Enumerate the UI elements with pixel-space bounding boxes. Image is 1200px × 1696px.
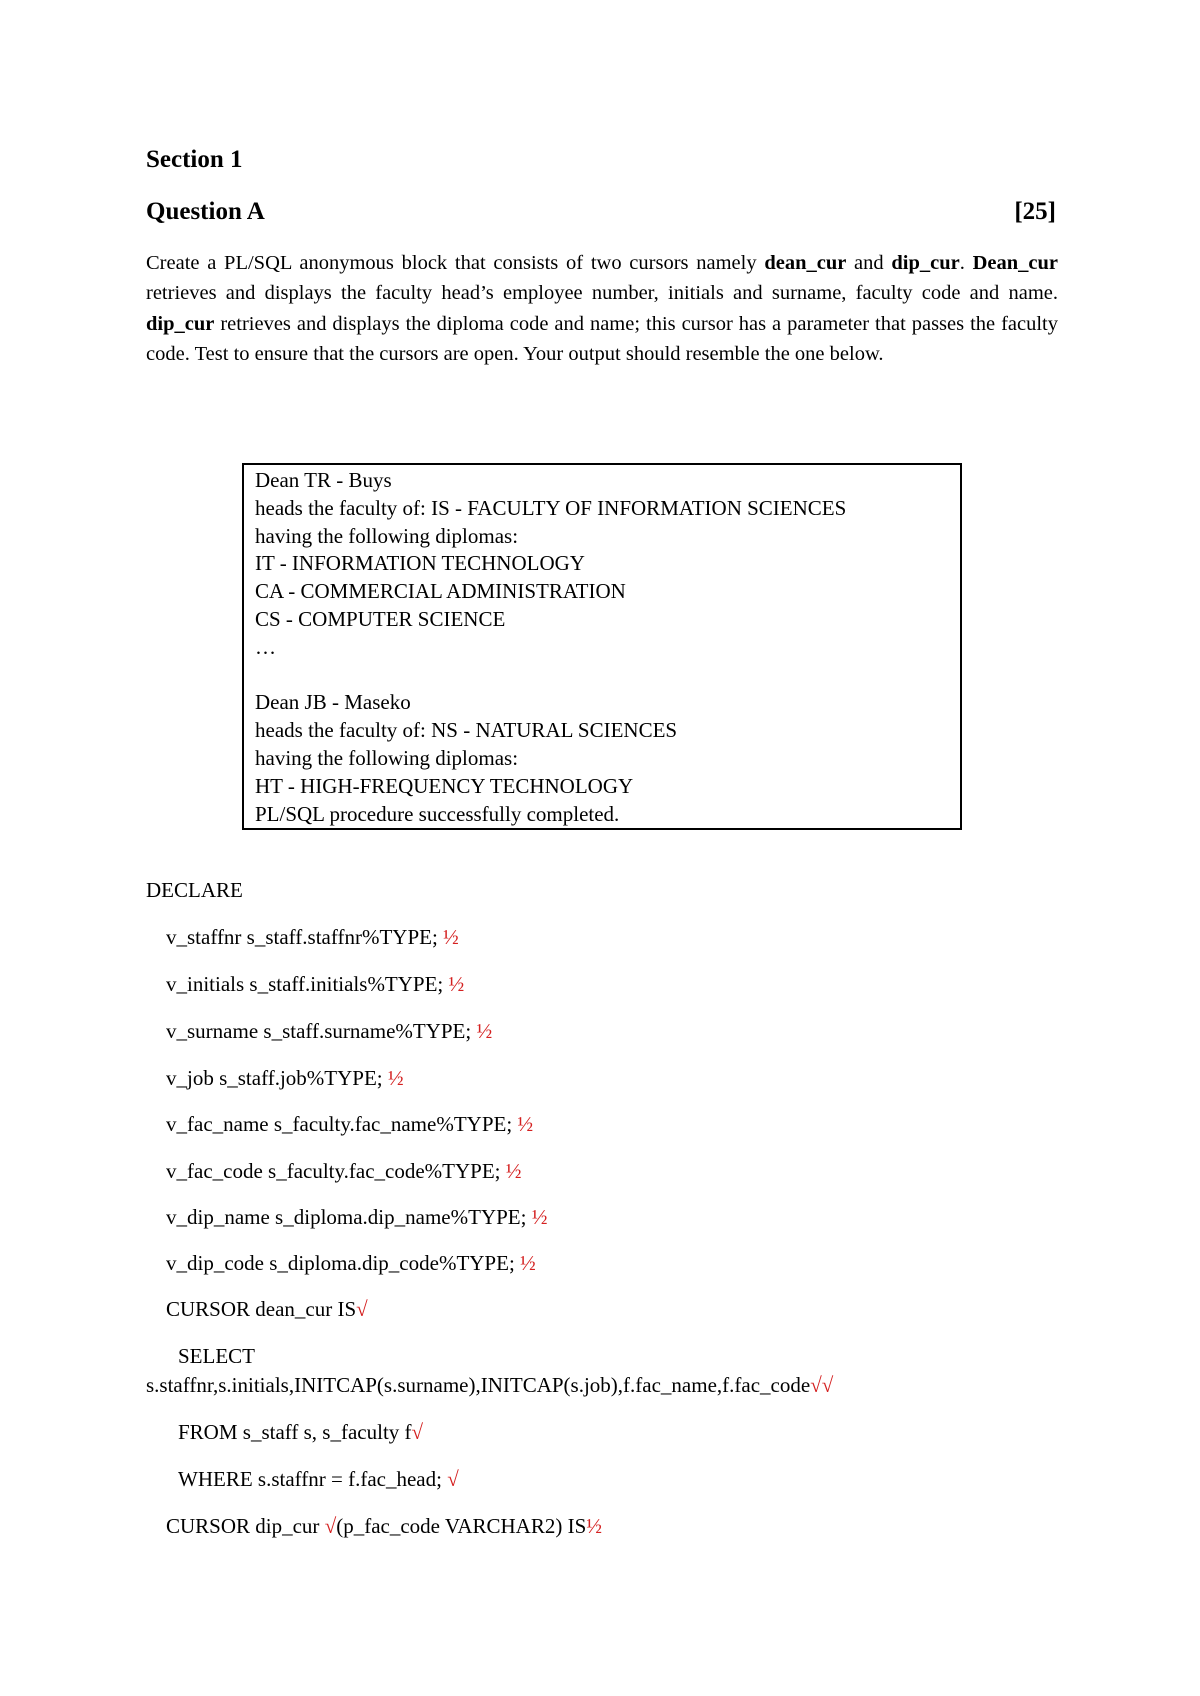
half-mark: ½ [448, 972, 465, 996]
output-line: … [255, 634, 276, 659]
code-text: (p_fac_code VARCHAR2) IS [336, 1514, 587, 1538]
output-line: having the following diplomas: [255, 523, 519, 548]
section-title: Section 1 [146, 146, 243, 173]
code-line-select-columns [146, 1373, 1146, 1398]
code-line-where [178, 1467, 1178, 1492]
code-line-v-dip-name [166, 1205, 1166, 1230]
expected-output-box [242, 463, 962, 830]
code-text: CURSOR dip_cur [166, 1514, 325, 1538]
output-line: Dean JB - Maseko [255, 690, 411, 715]
code-line-v-dip-code [166, 1251, 1166, 1276]
half-mark: ½ [531, 1205, 548, 1229]
code-line-select: SELECT [178, 1344, 255, 1368]
code-line-declare: DECLARE [146, 878, 243, 902]
half-mark: ½ [443, 925, 459, 949]
output-line: heads the faculty of: NS - NATURAL SCIENCES [255, 718, 678, 743]
tick-mark: √ [324, 1514, 337, 1538]
code-text: s.staffnr,s.initials,INITCAP(s.surname),INITCAP(s.job),f.fac_name,f.fac_code [146, 1373, 811, 1397]
code-text: v_fac_code s_faculty.fac_code%TYPE; [166, 1159, 506, 1183]
code-text: FROM s_staff s, s_faculty f [178, 1420, 412, 1444]
output-line: having the following diplomas: [255, 745, 519, 770]
output-line: PL/SQL procedure successfully completed. [255, 801, 620, 826]
tick-mark: √ [411, 1420, 424, 1444]
instr-text-4: retrieves and displays the diploma code and name; this cursor has a parameter that passes the faculty code. Test to ensure that the cursors are open. Your output should resemble the one below. [146, 312, 1058, 365]
half-mark: ½ [505, 1159, 522, 1183]
instr-text-3: retrieves and displays the faculty head’s employee number, initials and surname, faculty code and name. [146, 282, 1058, 305]
output-line: heads the faculty of: IS - FACULTY OF INFORMATION SCIENCES [255, 495, 847, 520]
tick-mark: √ [356, 1297, 368, 1321]
half-mark: ½ [586, 1514, 602, 1538]
question-heading [146, 198, 1056, 226]
code-line-cursor-dean [166, 1297, 1166, 1322]
output-line: Dean TR - Buys [255, 468, 392, 492]
instr-dip-cur-2: dip_cur [146, 312, 215, 335]
code-text: v_surname s_staff.surname%TYPE; [166, 1019, 477, 1043]
code-line-v-fac-name [166, 1112, 1166, 1137]
output-line: CS - COMPUTER SCIENCE [255, 606, 506, 631]
code-text: v_fac_name s_faculty.fac_name%TYPE; [166, 1112, 518, 1136]
code-text: v_dip_name s_diploma.dip_name%TYPE; [166, 1205, 532, 1229]
code-line-v-initials [166, 972, 1166, 997]
code-line-v-job [166, 1066, 1166, 1091]
instr-dean-cur: dean_cur [764, 252, 847, 274]
question-instructions [146, 248, 1058, 369]
code-line-v-fac-code [166, 1159, 1166, 1184]
code-text: v_dip_code s_diploma.dip_code%TYPE; [166, 1251, 521, 1275]
half-mark: ½ [520, 1251, 536, 1275]
code-line-v-surname [166, 1019, 1166, 1044]
question-marks: [25] [1014, 198, 1056, 225]
instr-text-1: Create a PL/SQL anonymous block that consists of two cursors namely [146, 252, 765, 274]
code-line-cursor-dip [166, 1514, 1166, 1539]
question-title: Question A [146, 198, 265, 225]
instr-and: and [846, 252, 892, 274]
instr-dip-cur: dip_cur [891, 252, 960, 274]
instr-dean-cur-cap: Dean_cur [972, 252, 1058, 274]
code-text: WHERE s.staffnr = f.fac_head; [178, 1467, 448, 1491]
code-text: v_initials s_staff.initials%TYPE; [166, 972, 449, 996]
double-tick-mark: √√ [810, 1373, 834, 1397]
code-text: v_job s_staff.job%TYPE; [166, 1066, 388, 1090]
half-mark: ½ [517, 1112, 534, 1136]
code-line-from [178, 1420, 1178, 1445]
half-mark: ½ [476, 1019, 493, 1043]
output-line: CA - COMMERCIAL ADMINISTRATION [255, 579, 626, 604]
instr-text-2: . [959, 252, 973, 274]
output-line: HT - HIGH-FREQUENCY TECHNOLOGY [255, 773, 634, 798]
half-mark: ½ [387, 1066, 404, 1090]
output-line: IT - INFORMATION TECHNOLOGY [255, 551, 585, 576]
code-text: CURSOR dean_cur IS [166, 1297, 357, 1321]
code-text: v_staffnr s_staff.staffnr%TYPE; [166, 925, 444, 949]
tick-mark: √ [447, 1467, 459, 1491]
code-line-v-staffnr [166, 925, 1166, 950]
output-line [255, 662, 960, 690]
